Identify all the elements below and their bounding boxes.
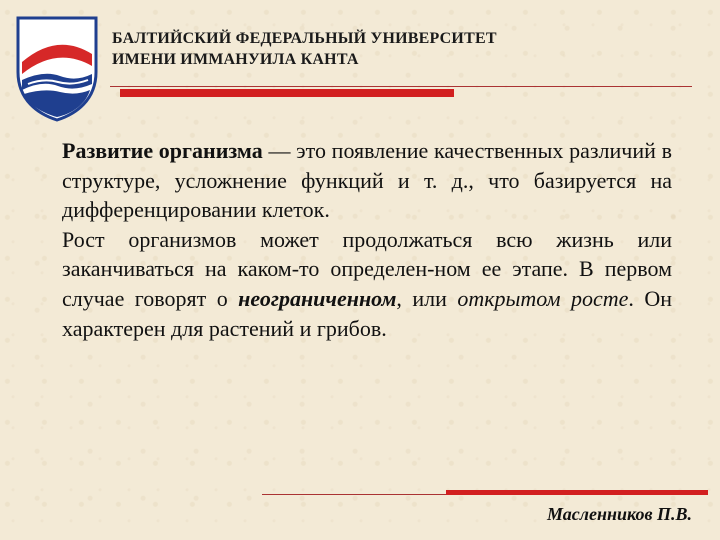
header-accent-bar bbox=[120, 89, 454, 97]
paragraph-growth-end: . Он характерен для растений и грибов. bbox=[62, 285, 672, 341]
university-logo bbox=[14, 14, 100, 122]
paragraph-development-text: — это появление качественных различий в структуре, усложнение функций и т. д., что базируется на дифференцировании клеток. bbox=[62, 138, 672, 223]
term-open-growth: открытом росте bbox=[457, 285, 629, 311]
footer-accent-bar bbox=[446, 490, 708, 495]
term-unlimited: неограниченном bbox=[238, 285, 397, 311]
slide-body bbox=[62, 136, 672, 343]
university-title bbox=[112, 28, 497, 70]
paragraph-growth-mid: , или bbox=[396, 285, 458, 311]
university-shield-icon bbox=[14, 14, 100, 122]
paragraph-development bbox=[62, 136, 672, 225]
university-title-line2: ИМЕНИ ИММАНУИЛА КАНТА bbox=[112, 51, 359, 68]
paragraph-growth-start: Рост организмов может продолжаться всю жизнь или заканчиваться на каком-то определен-ном ее этапе. В первом случае говорят о bbox=[62, 226, 672, 311]
university-title-line1: БАЛТИЙСКИЙ ФЕДЕРАЛЬНЫЙ УНИВЕРСИТЕТ bbox=[112, 30, 497, 47]
paragraph-growth bbox=[62, 225, 672, 343]
header-divider-line bbox=[110, 86, 692, 87]
author-name: Масленников П.В. bbox=[547, 504, 692, 524]
term-development: Развитие организма bbox=[62, 138, 263, 163]
